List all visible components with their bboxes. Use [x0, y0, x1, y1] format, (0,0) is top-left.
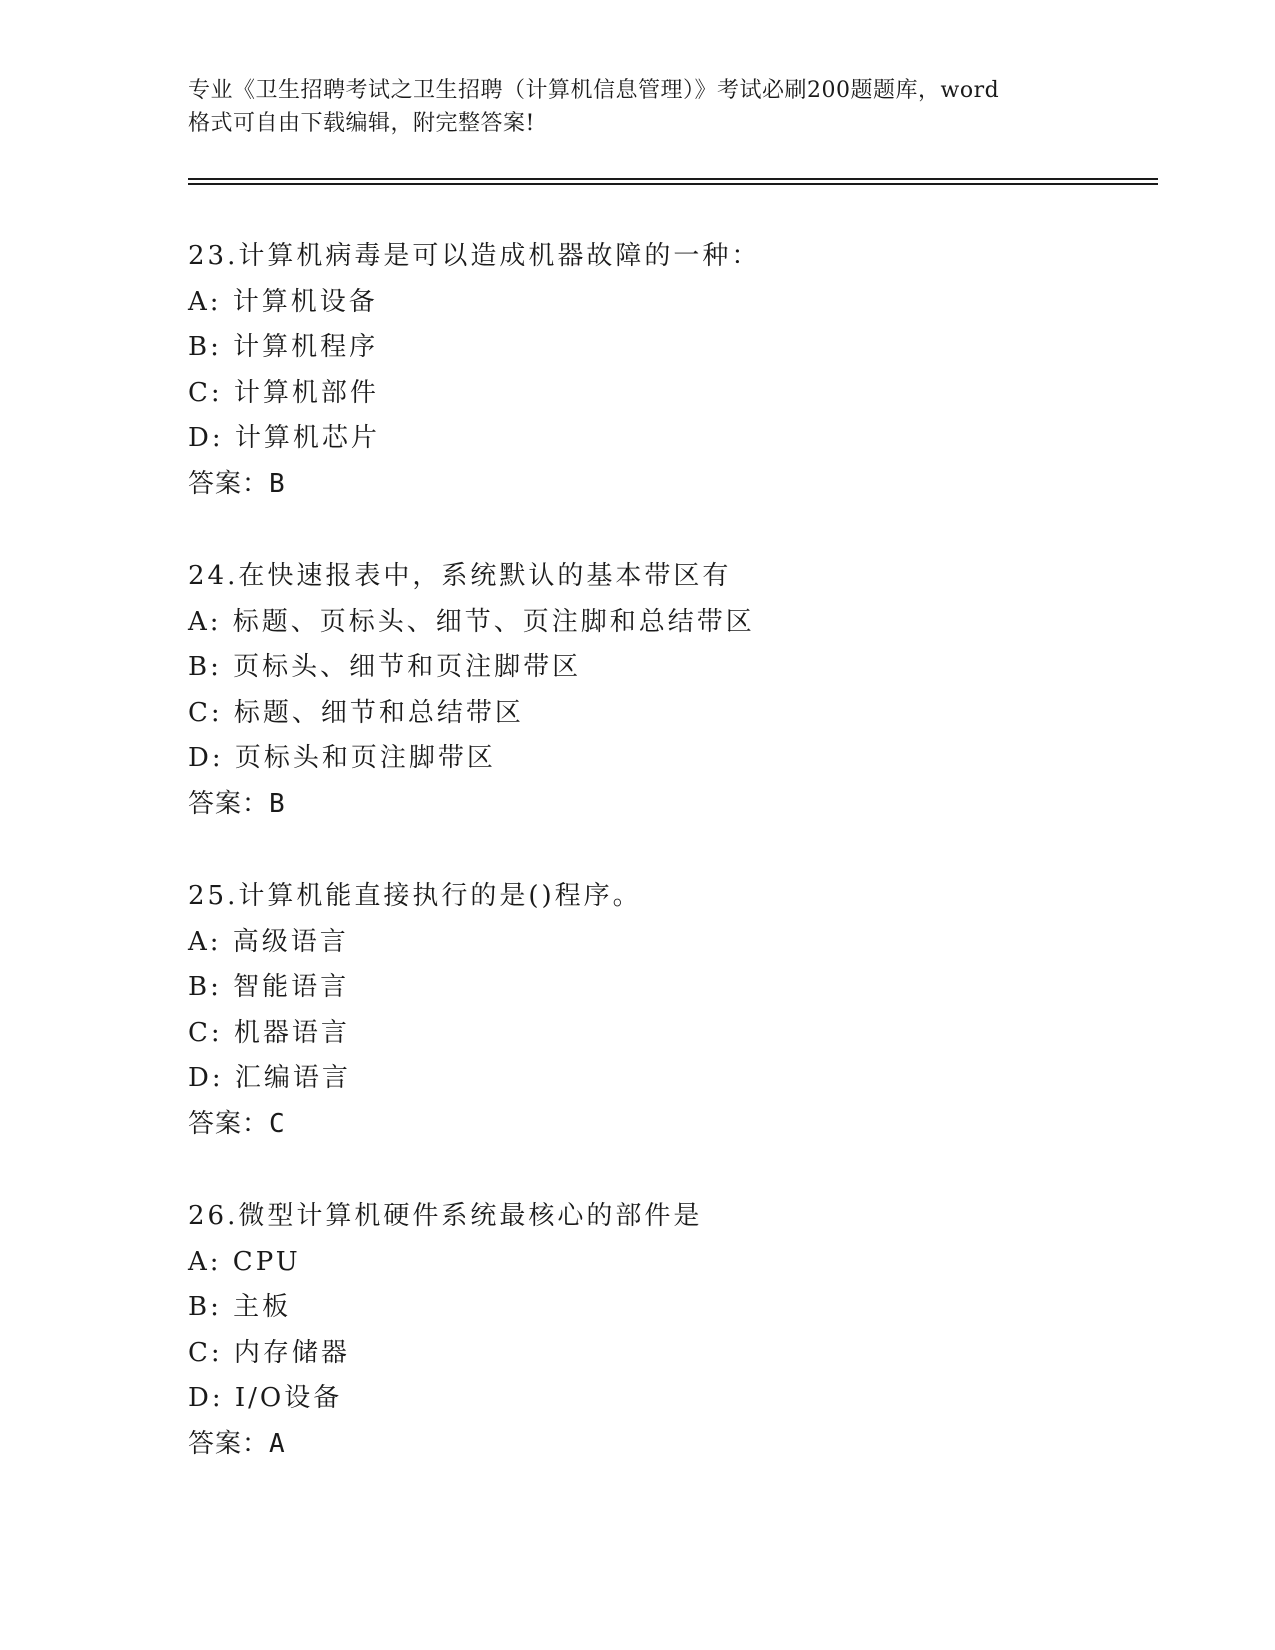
option-c: C: 内存储器: [188, 1337, 350, 1368]
question-26: [188, 1194, 1188, 1467]
question-stem: 25.计算机能直接执行的是()程序。: [188, 881, 642, 911]
question-24: [188, 554, 1188, 827]
option-a: A: 标题、页标头、细节、页注脚和总结带区: [188, 606, 755, 637]
option-c: C: 标题、细节和总结带区: [188, 697, 524, 728]
option-b: B: 页标头、细节和页注脚带区: [188, 652, 582, 682]
option-d: D: 计算机芯片: [188, 423, 380, 453]
answer-line: 答案：A: [188, 1428, 286, 1459]
option-d: D: 页标头和页注脚带区: [188, 743, 496, 773]
option-c: C: 计算机部件: [188, 377, 379, 408]
question-stem: 26.微型计算机硬件系统最核心的部件是: [188, 1201, 703, 1231]
option-a: A: 计算机设备: [188, 286, 378, 317]
question-25: [188, 874, 1188, 1147]
question-23: [188, 234, 1188, 507]
option-b: B: 智能语言: [188, 972, 350, 1002]
answer-line: 答案：C: [188, 1108, 286, 1139]
answer-line: 答案：B: [188, 788, 286, 819]
option-d: D: 汇编语言: [188, 1063, 351, 1093]
header-divider-bottom: [188, 183, 1158, 185]
option-c: C: 机器语言: [188, 1017, 350, 1048]
option-a: A: CPU: [188, 1246, 301, 1277]
question-stem: 23.计算机病毒是可以造成机器故障的一种：: [188, 241, 761, 271]
option-b: B: 计算机程序: [188, 332, 379, 362]
answer-line: 答案：B: [188, 468, 286, 499]
question-stem: 24.在快速报表中，系统默认的基本带区有: [188, 561, 732, 591]
document-header: 专业《卫生招聘考试之卫生招聘（计算机信息管理）》考试必刷200题题库，word 格式可自由下载编辑，附完整答案!: [188, 78, 1000, 136]
option-d: D: I/O设备: [188, 1383, 343, 1413]
header-divider-top: [188, 178, 1158, 180]
option-a: A: 高级语言: [188, 926, 349, 957]
option-b: B: 主板: [188, 1292, 292, 1322]
